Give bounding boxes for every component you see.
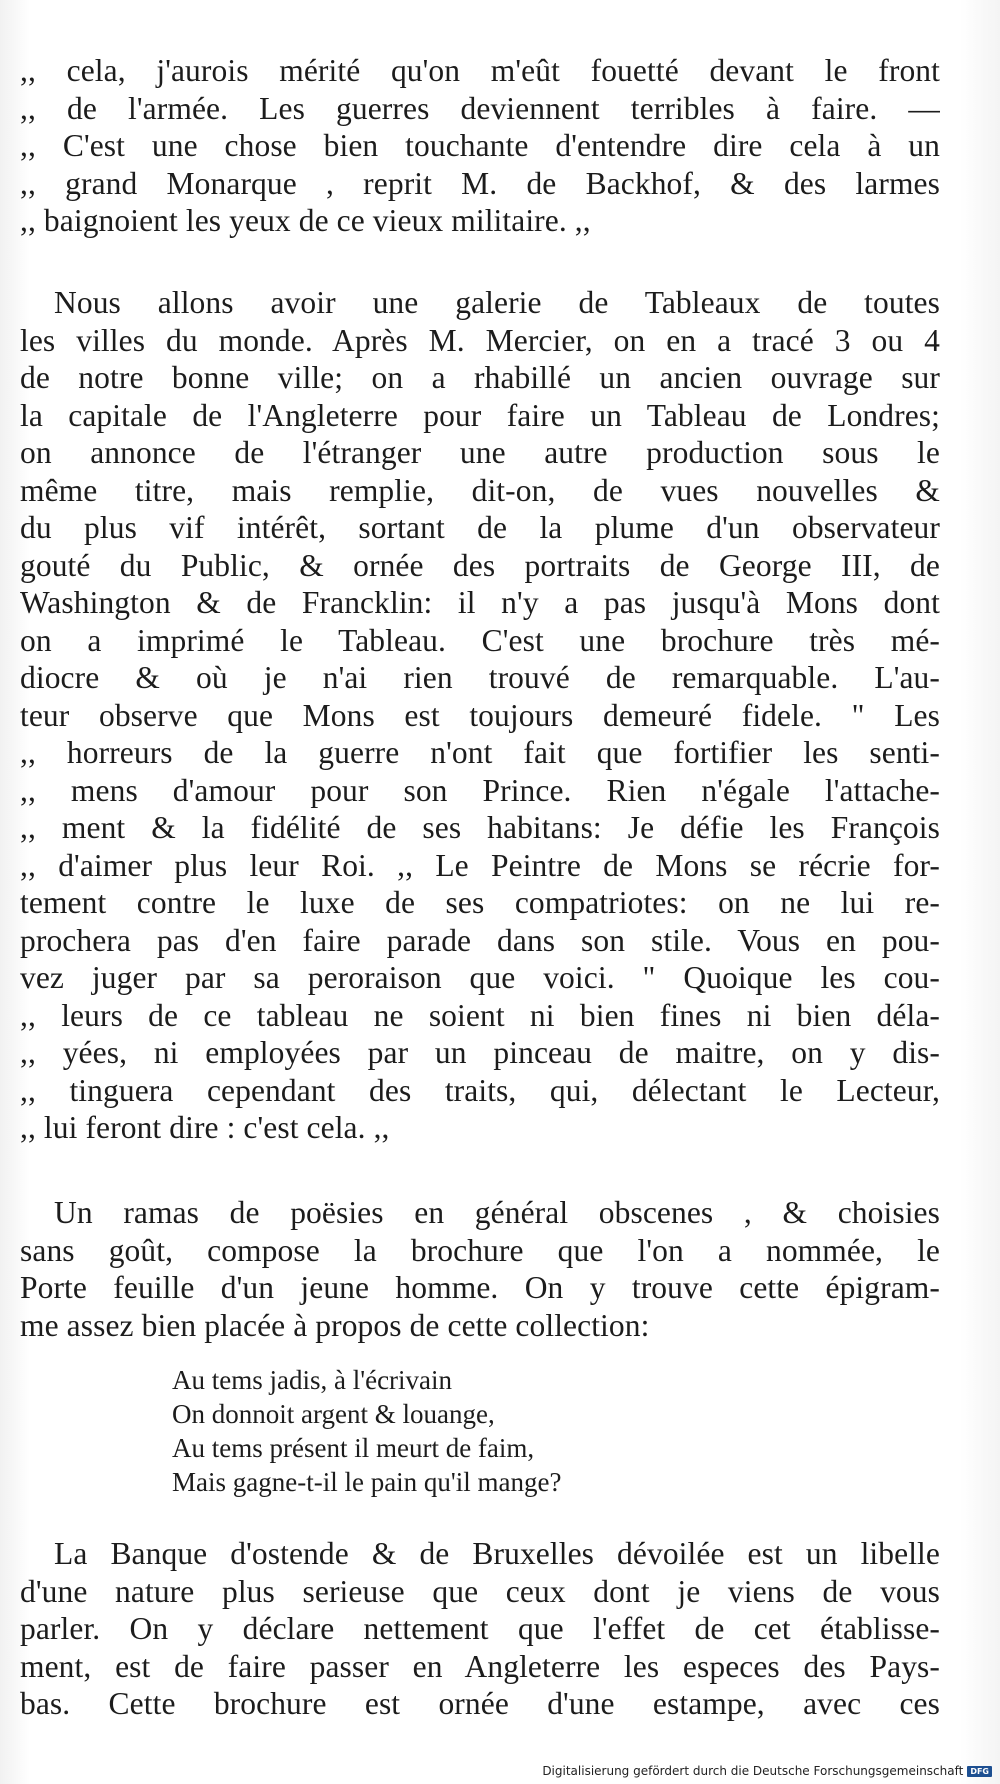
text-line: ,, cela, j'aurois mérité qu'on m'eût fouetté devant le front: [20, 53, 940, 88]
paragraph-banque: [20, 1535, 940, 1723]
text-line: ,, ment & la fidélité de ses habitans: Je défie les François: [20, 810, 940, 845]
text-line: La Banque d'ostende & de Bruxelles dévoilée est un libelle: [54, 1536, 940, 1571]
text-line: même titre, mais remplie, dit-on, de vues nouvelles &: [20, 472, 940, 508]
paragraph-tableaux: [20, 284, 940, 1147]
text-line: tement contre le luxe de ses compatriotes: on ne lui re-: [20, 885, 940, 920]
text-line: ment, est de faire passer en Angleterre les especes des Pays-: [20, 1648, 940, 1684]
text-line: ,, d'aimer plus leur Roi. ,, Le Peintre de Mons se récrie for-: [20, 847, 940, 883]
paragraph-porte-feuille: [20, 1194, 940, 1344]
text-line: ,, C'est une chose bien touchante d'entendre dire cela à un: [20, 128, 940, 163]
text-line: ,, baignoient les yeux de ce vieux militaire. ,,: [20, 203, 591, 238]
text-line: me assez bien placée à propos de cette collection:: [20, 1307, 650, 1343]
text-line: Nous allons avoir une galerie de Tableaux de toutes: [54, 285, 940, 320]
text-line: ,, grand Monarque , reprit M. de Backhof, & des larmes: [20, 165, 940, 201]
text-line: ,, leurs de ce tableau ne soient ni bien fines ni bien déla-: [20, 997, 940, 1033]
verse-line: Au tems présent il meurt de faim,: [172, 1433, 535, 1463]
text-line: sans goût, compose la brochure que l'on a nommée, le: [20, 1232, 940, 1268]
text-line: bas. Cette brochure est ornée d'une estampe, avec ces: [20, 1686, 940, 1721]
text-line: les villes du monde. Après M. Mercier, on en a tracé 3 ou 4: [20, 322, 940, 358]
verse-line: Mais gagne-t-il le pain qu'il mange?: [172, 1467, 562, 1497]
text-line: vez juger par sa peroraison que voici. " Quoique les cou-: [20, 960, 940, 995]
text-line: d'une nature plus serieuse que ceux dont je viens de vous: [20, 1573, 940, 1609]
text-line: prochera pas d'en faire parade dans son stile. Vous en pou-: [20, 922, 940, 958]
text-line: gouté du Public, & ornée des portraits de George III, de: [20, 547, 940, 583]
text-line: ,, mens d'amour pour son Prince. Rien n'égale l'attache-: [20, 772, 940, 808]
text-line: Un ramas de poësies en général obscenes , & choisies: [54, 1195, 940, 1230]
text-line: on a imprimé le Tableau. C'est une brochure très mé-: [20, 622, 940, 658]
text-line: ,, tinguera cependant des traits, qui, délectant le Lecteur,: [20, 1072, 940, 1108]
text-line: ,, de l'armée. Les guerres deviennent terribles à faire. —: [20, 90, 940, 126]
text-line: ,, yées, ni employées par un pinceau de maitre, on y dis-: [20, 1035, 940, 1070]
verse-line: On donnoit argent & louange,: [172, 1399, 495, 1429]
text-line: la capitale de l'Angleterre pour faire un Tableau de Londres;: [20, 397, 940, 433]
digitization-credit: [542, 1764, 992, 1778]
text-line: Washington & de Francklin: il n'y a pas jusqu'à Mons dont: [20, 585, 940, 620]
verse-line: Au tems jadis, à l'écrivain: [172, 1365, 453, 1395]
text-line: du plus vif intérêt, sortant de la plume d'un observateur: [20, 510, 940, 545]
paragraph-quote-end: [20, 52, 940, 240]
text-line: ,, lui feront dire : c'est cela. ,,: [20, 1110, 390, 1145]
epigram-verse: [172, 1363, 772, 1499]
dfg-logo-icon: DFG: [967, 1766, 992, 1777]
text-line: parler. On y déclare nettement que l'effet de cet établisse-: [20, 1611, 940, 1646]
text-line: ,, horreurs de la guerre n'ont fait que fortifier les senti-: [20, 735, 940, 770]
text-line: diocre & où je n'ai rien trouvé de remarquable. L'au-: [20, 660, 940, 695]
text-line: Porte feuille d'un jeune homme. On y trouve cette épigram-: [20, 1270, 940, 1305]
text-line: on annonce de l'étranger une autre production sous le: [20, 435, 940, 470]
text-line: de notre bonne ville; on a rhabillé un ancien ouvrage sur: [20, 360, 940, 395]
text-line: teur observe que Mons est toujours demeuré fidele. " Les: [20, 697, 940, 733]
credit-text: Digitalisierung gefördert durch die Deutsche Forschungsgemeinschaft: [542, 1764, 964, 1778]
